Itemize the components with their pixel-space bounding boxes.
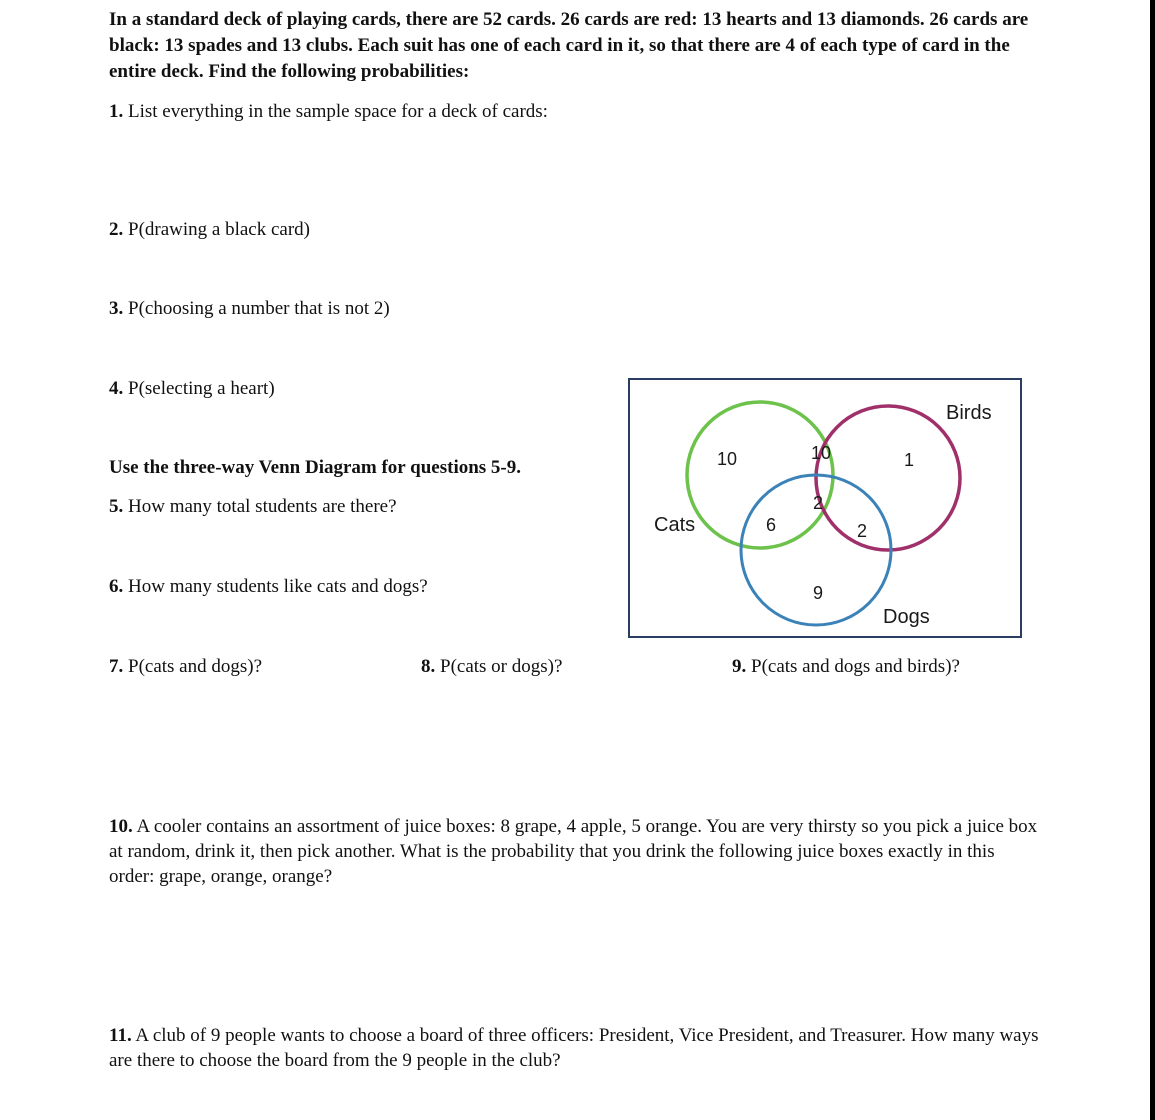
question-9-number: 9. [732, 656, 747, 677]
region-cats-dogs: 6 [766, 515, 777, 535]
venn-diagram-svg [630, 380, 1020, 636]
question-6-text: How many students like cats and dogs? [123, 576, 428, 597]
question-11 [109, 1023, 1044, 1073]
question-7-number: 7. [109, 656, 124, 677]
question-8 [421, 654, 562, 680]
region-all-three: 2 [813, 493, 824, 513]
question-5-text: How many total students are there? [123, 496, 397, 517]
question-1-number: 1. [109, 101, 124, 122]
venn-diagram [628, 378, 1022, 638]
question-4-text: P(selecting a heart) [123, 378, 275, 399]
question-8-text: P(cats or dogs)? [435, 656, 563, 677]
question-9-text: P(cats and dogs and birds)? [746, 656, 960, 677]
question-10-number: 10. [109, 816, 133, 837]
question-3-number: 3. [109, 298, 124, 319]
question-3 [109, 296, 390, 322]
question-10 [109, 814, 1044, 889]
region-dogs-only: 9 [813, 583, 824, 603]
question-5-number: 5. [109, 496, 124, 517]
question-2-text: P(drawing a black card) [123, 219, 311, 240]
question-6-number: 6. [109, 576, 124, 597]
birds-label: Birds [946, 402, 992, 424]
region-cats-only: 10 [717, 449, 738, 469]
question-2-number: 2. [109, 219, 124, 240]
question-2 [109, 217, 310, 243]
question-9 [732, 654, 960, 680]
venn-instruction: Use the three-way Venn Diagram for questions 5-9. [109, 457, 522, 478]
question-11-text: A club of 9 people wants to choose a board of three officers: President, Vice President, and Treasurer. How many ways are there to choose the board from the 9 people in the club? [109, 1025, 1039, 1071]
region-birds-dogs: 2 [857, 521, 868, 541]
question-7-text: P(cats and dogs)? [123, 656, 263, 677]
dogs-label: Dogs [883, 606, 930, 628]
intro-paragraph: In a standard deck of playing cards, there are 52 cards. 26 cards are red: 13 hearts and 13 diamonds. 26 cards are black: 13 spades and 13 clubs. Each suit has one of each card in it, so that there are 4 of each type of card in the entire deck. Find the following probabilities: [109, 9, 1029, 82]
question-6 [109, 574, 428, 600]
question-5 [109, 494, 397, 520]
region-cats-birds: 10 [811, 443, 832, 463]
question-8-number: 8. [421, 656, 436, 677]
region-birds-only: 1 [904, 450, 915, 470]
question-11-number: 11. [109, 1025, 132, 1046]
question-1-text: List everything in the sample space for a deck of cards: [123, 101, 548, 122]
question-3-text: P(choosing a number that is not 2) [123, 298, 390, 319]
question-4 [109, 376, 275, 402]
cats-label: Cats [654, 514, 696, 536]
question-10-text: A cooler contains an assortment of juice boxes: 8 grape, 4 apple, 5 orange. You are very thirsty so you pick a juice box at random, drink it, then pick another. What is the probability that you drink the following juice boxes exactly in this order: grape, orange, orange? [109, 816, 1038, 887]
question-1 [109, 99, 548, 125]
question-7 [109, 654, 262, 680]
question-4-number: 4. [109, 378, 124, 399]
